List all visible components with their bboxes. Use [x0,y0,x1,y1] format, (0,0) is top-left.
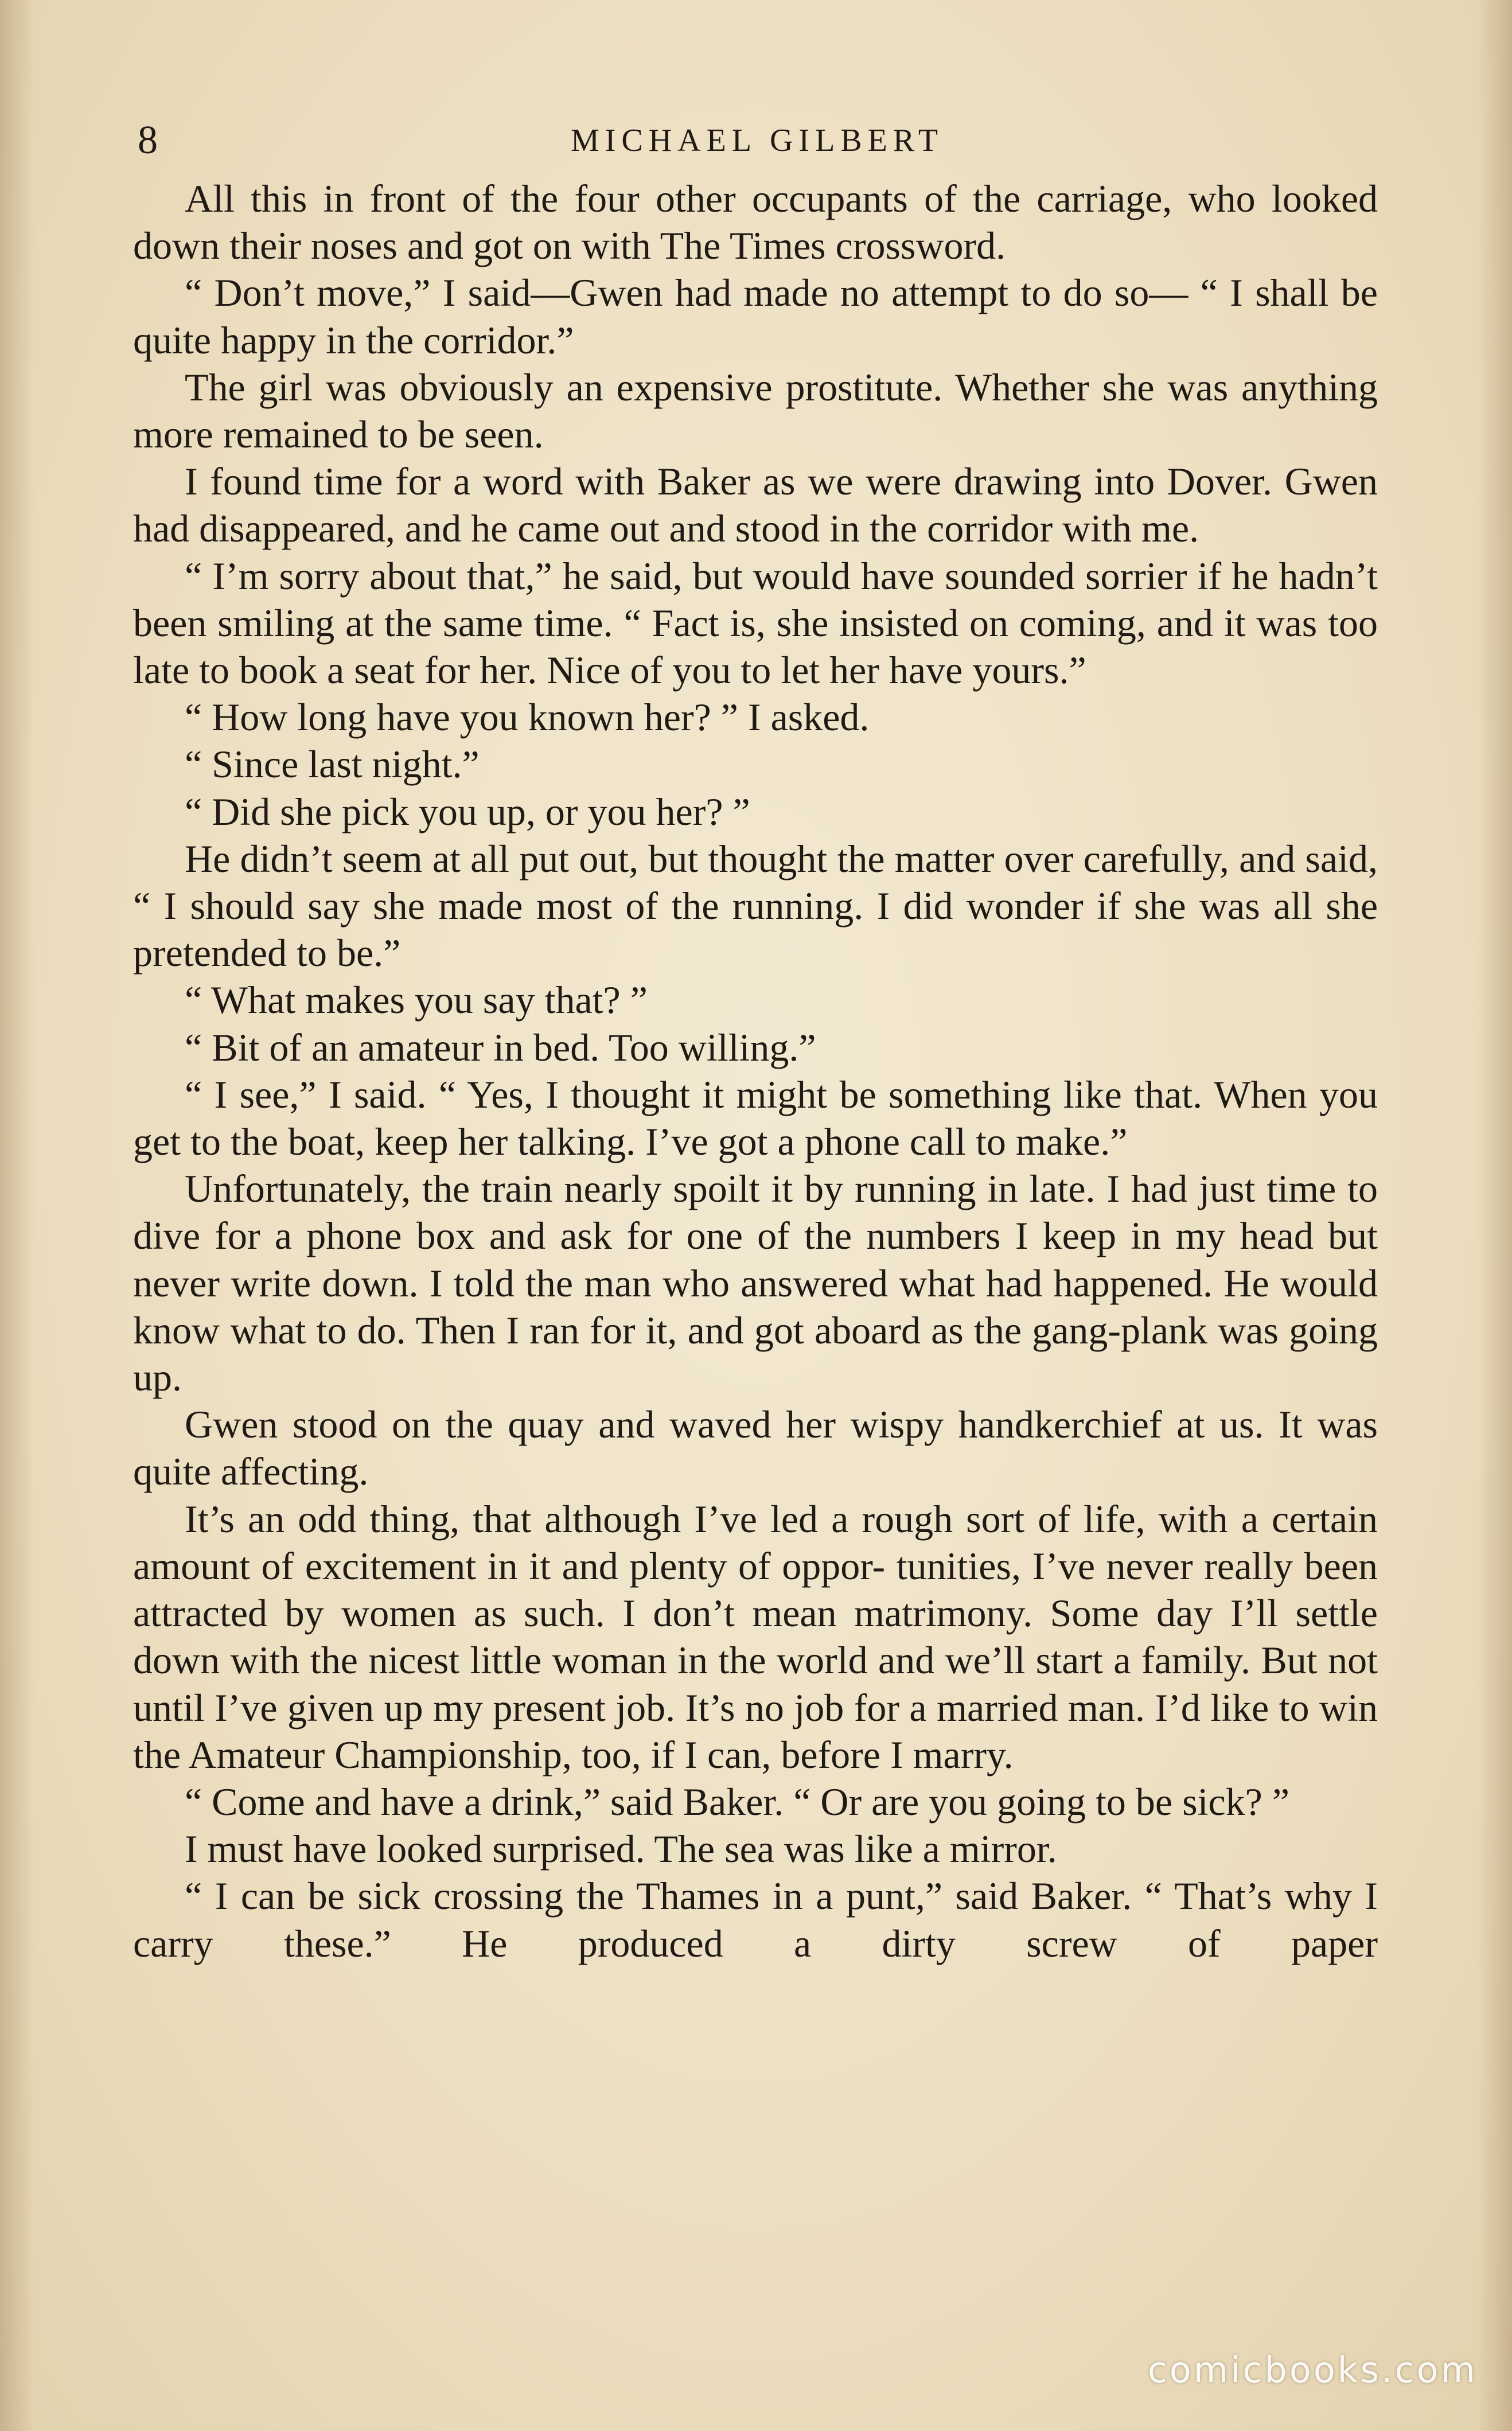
paragraph: I must have looked surprised. The sea was like a mirror. [185,1827,1057,1871]
paragraph: “ Did she pick you up, or you her? ” [185,789,750,833]
paragraph: “ Come and have a drink,” said Baker. “ Or are you going to be sick? ” [185,1779,1290,1824]
body-text [133,175,1378,1967]
paragraph: Gwen stood on the quay and waved her wispy handkerchief at us. It was quite affecting. [133,1402,1378,1494]
paragraph: The girl was obviously an expensive prostitute. Whether she was anything more remained to be seen. [133,365,1378,457]
page-header [138,115,1377,166]
paragraph: “ Don’t move,” I said—Gwen had made no attempt to do so— “ I shall be quite happy in the corridor.” [133,271,1378,362]
page-edge-shadow-right [1478,0,1512,2431]
paragraph: “ I’m sorry about that,” he said, but would have sounded sorrier if he hadn’t been smiling at the same time. “ Fact is, she insisted on coming, and it was too late to book a seat for her. Nice of you to let her have yours.” [133,554,1378,692]
paragraph: “ I can be sick crossing the Thames in a punt,” said Baker. “ That’s why I carry these.” He produced a dirty screw of paper [133,1874,1378,1965]
page-edge-shadow-left [0,0,34,2431]
paragraph: “ Bit of an amateur in bed. Too willing.” [185,1025,816,1069]
paragraph: “ Since last night.” [185,742,480,786]
paragraph: It’s an odd thing, that although I’ve led a rough sort of life, with a certain amount of excitement in it and plenty of oppor- tunities, I’ve never really been attracted by women as such. I don’t mean matrimony. Some day I’ll settle down with the nicest little woman in the world and we’ll start a family. But not until I’ve given up my present job. It’s no job for a married man. I’d like to win the Amateur Championship, too, if I can, before I marry. [133,1497,1378,1776]
paragraph: “ I see,” I said. “ Yes, I thought it might be something like that. When you get to the boat, keep her talking. I’ve got a phone call to make.” [133,1072,1378,1164]
running-head: MICHAEL GILBERT [570,123,944,158]
watermark: comicbooks.com [1147,2349,1478,2391]
paragraph: Unfortunately, the train nearly spoilt it by running in late. I had just time to dive for a phone box and ask for one of the numbers I keep in my head but never write down. I told the man who answered what had happened. He would know what to do. Then I ran for it, and got aboard as the gang-plank was going up. [133,1167,1378,1400]
paragraph: “ What makes you say that? ” [185,978,648,1022]
paragraph: He didn’t seem at all put out, but thought the matter over carefully, and said, “ I should say she made most of the running. I did wonder if she was all she pretended to be.” [133,836,1378,975]
paragraph: All this in front of the four other occupants of the carriage, who looked down their noses and got on with The Times crossword. [133,177,1378,268]
paragraph: “ How long have you known her? ” I asked. [185,695,870,739]
page-number: 8 [138,118,158,162]
paragraph: I found time for a word with Baker as we were drawing into Dover. Gwen had disappeared, and he came out and stood in the corridor with me. [133,459,1378,551]
